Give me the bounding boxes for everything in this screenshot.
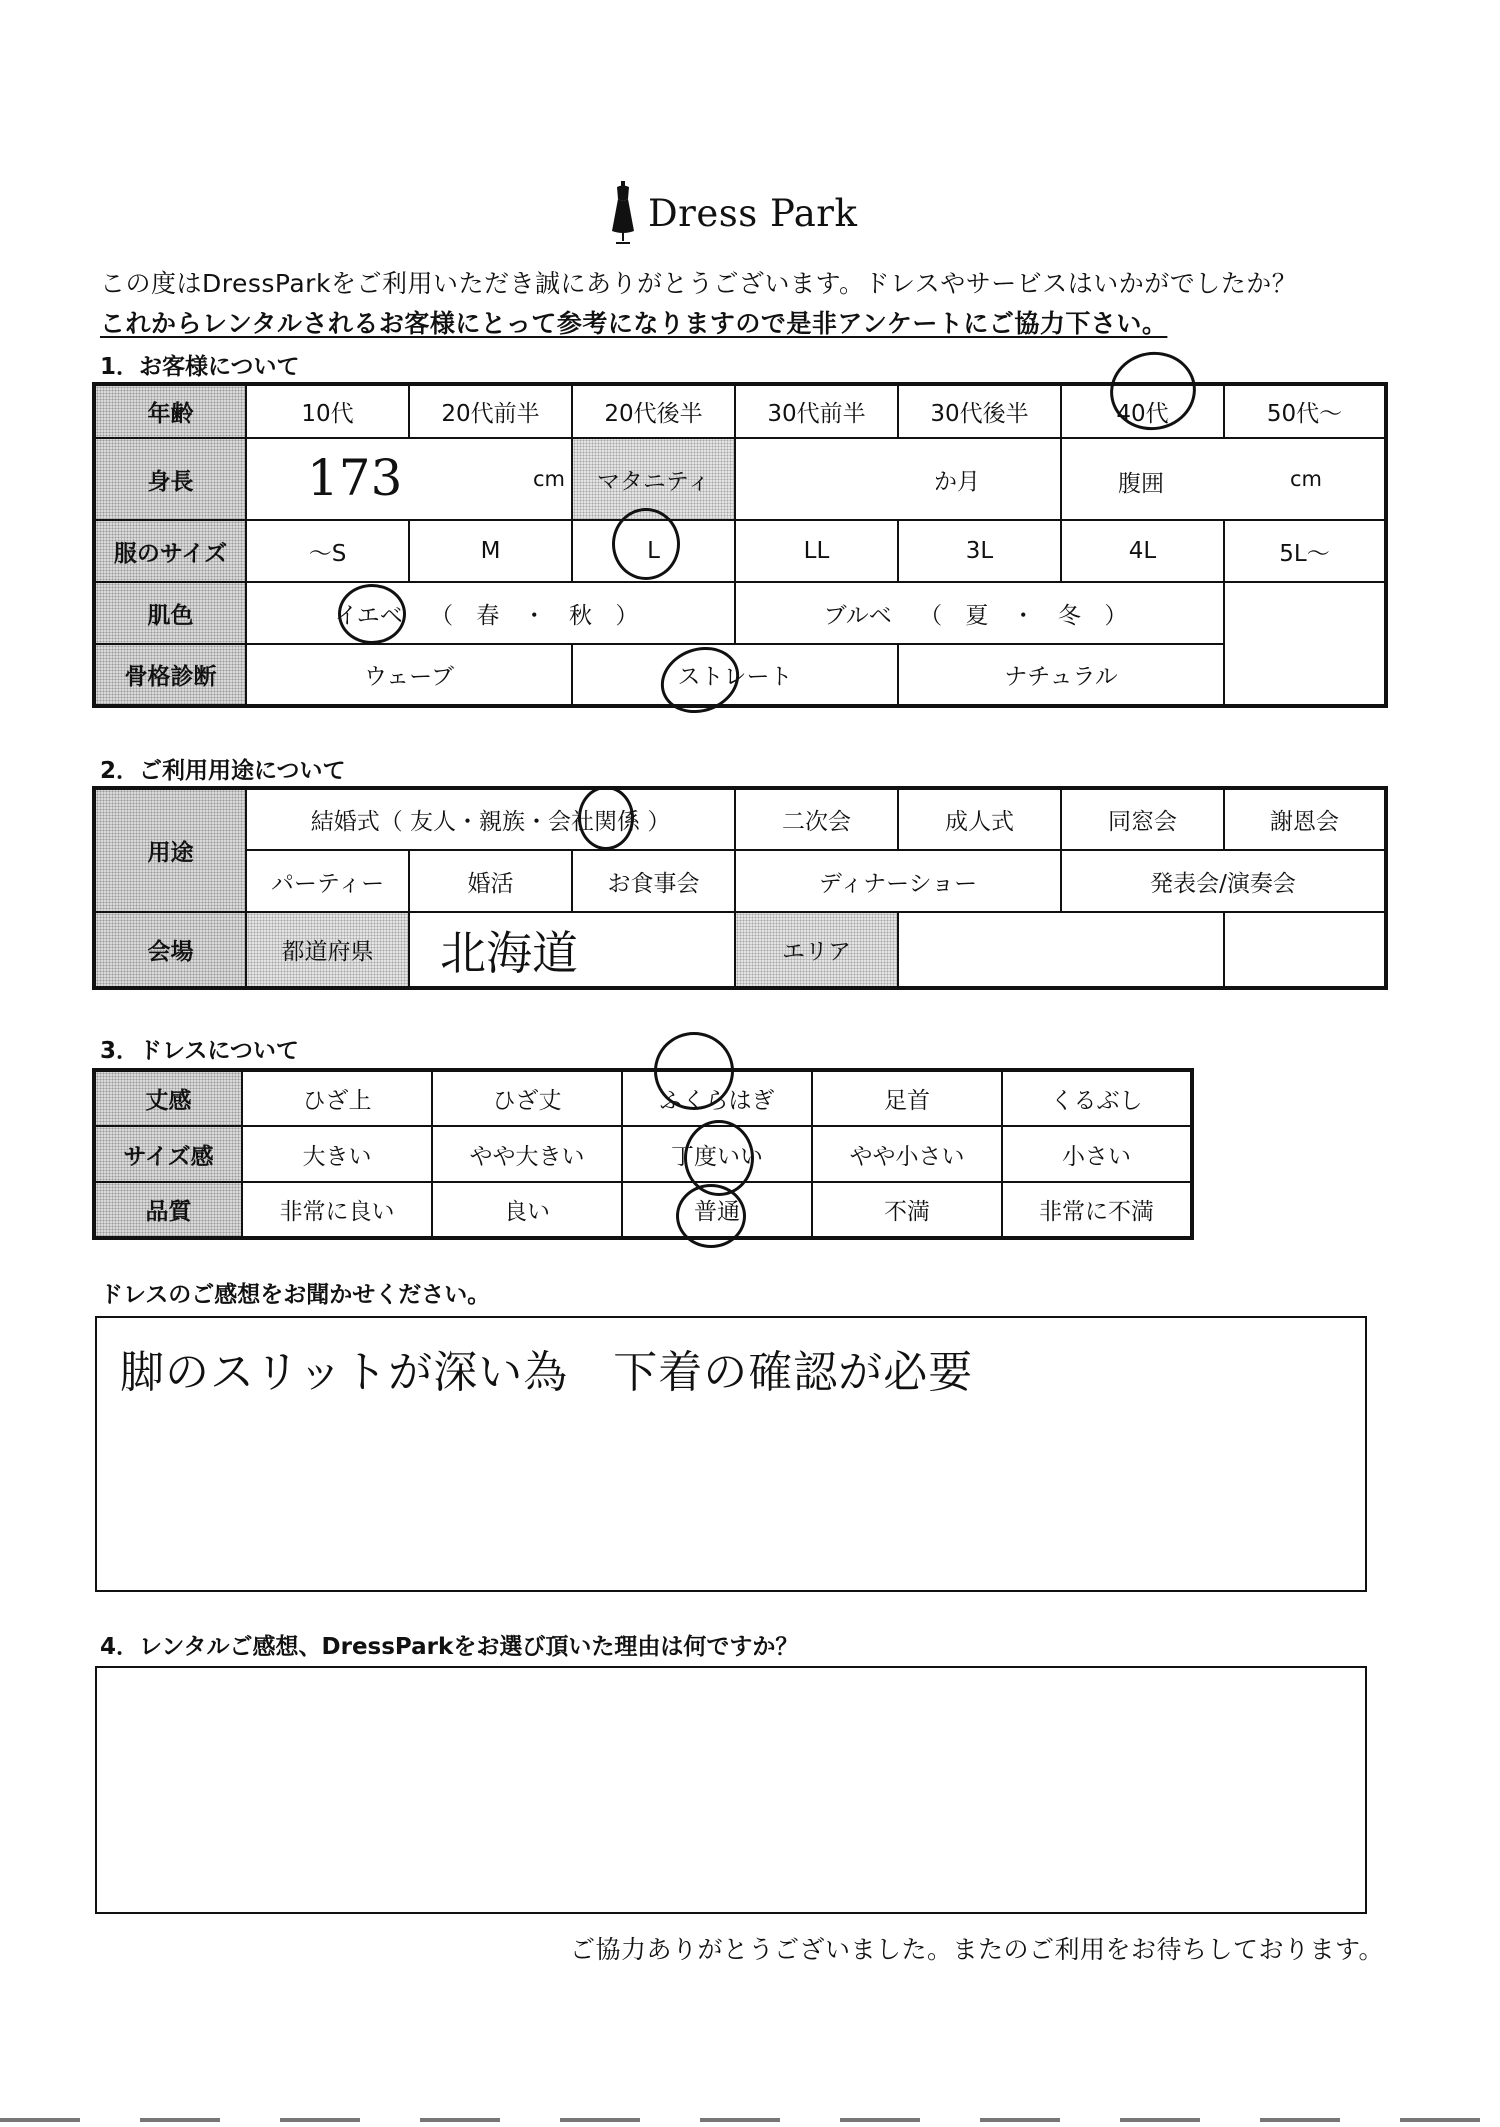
purpose-option[interactable]: 婚活	[409, 850, 572, 912]
age-option[interactable]: 10代	[246, 384, 409, 438]
length-option[interactable]: 足首	[812, 1070, 1002, 1126]
fit-option-selected[interactable]: 丁度いい	[622, 1126, 812, 1182]
waist-label: 腹囲	[1118, 471, 1164, 497]
size-option[interactable]: 4L	[1061, 520, 1224, 582]
age-label: 年齢	[94, 384, 246, 438]
skin-yellow-seasons: （ 春 ・ 秋 ）	[430, 602, 647, 629]
dress-table	[92, 1068, 1194, 1240]
purpose-option[interactable]: 成人式	[898, 788, 1061, 850]
maternity-months[interactable]: か月	[735, 438, 1061, 520]
waist-unit: cm	[1289, 467, 1322, 491]
fit-option[interactable]: 大きい	[242, 1126, 432, 1182]
size-option-selected[interactable]: L	[572, 520, 735, 582]
logo-text: Dress Park	[648, 191, 858, 235]
customer-table	[92, 382, 1388, 708]
size-option[interactable]: 5L～	[1224, 520, 1386, 582]
purpose-table	[92, 786, 1388, 990]
age-option[interactable]: 20代前半	[409, 384, 572, 438]
area-label: エリア	[735, 912, 898, 988]
quality-option[interactable]: 非常に良い	[242, 1182, 432, 1238]
frame-label: 骨格診断	[94, 644, 246, 706]
size-option[interactable]: 3L	[898, 520, 1061, 582]
height-unit: cm	[532, 467, 565, 491]
section-3-title: 3．ドレスについて	[100, 1038, 299, 1064]
purpose-wedding[interactable]: 結婚式（ 友人・親族・会社関係 ）	[246, 788, 735, 850]
pref-label: 都道府県	[246, 912, 409, 988]
skin-blue-seasons: （ 夏 ・ 冬 ）	[919, 602, 1136, 629]
purpose-option[interactable]: 発表会/演奏会	[1061, 850, 1386, 912]
thanks-message: ご協力ありがとうございました。またのご利用をお待ちしております。	[570, 1935, 1385, 1964]
purpose-option[interactable]: お食事会	[572, 850, 735, 912]
fit-option[interactable]: やや大きい	[432, 1126, 622, 1182]
age-option-selected[interactable]: 40代	[1061, 384, 1224, 438]
frame-option-selected[interactable]: ストレート	[572, 644, 898, 706]
purpose-option[interactable]: 二次会	[735, 788, 898, 850]
intro-line-1: この度はDressParkをご利用いただき誠にありがとうございます。ドレスやサービスはいかがでしたか？	[100, 269, 1298, 298]
length-label: 丈感	[94, 1070, 242, 1126]
age-option[interactable]: 20代後半	[572, 384, 735, 438]
area-value[interactable]	[898, 912, 1224, 988]
quality-option[interactable]: 非常に不満	[1002, 1182, 1192, 1238]
size-option[interactable]: M	[409, 520, 572, 582]
section-2-title: 2．ご利用用途について	[100, 758, 346, 784]
maternity-label: マタニティ	[572, 438, 735, 520]
empty-cell	[1224, 644, 1386, 706]
venue-label: 会場	[94, 912, 246, 988]
dresspark-logo	[610, 178, 857, 248]
skin-label: 肌色	[94, 582, 246, 644]
height-value: 173	[307, 449, 403, 507]
purpose-option[interactable]: パーティー	[246, 850, 409, 912]
quality-option[interactable]: 不満	[812, 1182, 1002, 1238]
rental-comment-box[interactable]	[95, 1666, 1367, 1914]
waist-cell[interactable]	[1061, 438, 1386, 520]
length-option[interactable]: ひざ丈	[432, 1070, 622, 1126]
dress-comment-title: ドレスのご感想をお聞かせください。	[100, 1282, 491, 1308]
age-option[interactable]: 50代～	[1224, 384, 1386, 438]
fit-option[interactable]: 小さい	[1002, 1126, 1192, 1182]
size-option[interactable]: ～S	[246, 520, 409, 582]
fit-label: サイズ感	[94, 1126, 242, 1182]
height-cell[interactable]	[246, 438, 572, 520]
fit-option[interactable]: やや小さい	[812, 1126, 1002, 1182]
quality-label: 品質	[94, 1182, 242, 1238]
intro-line-2: これからレンタルされるお客様にとって参考になりますので是非アンケートにご協力下さい。	[100, 309, 1168, 338]
skin-blue-option: ブルベ	[823, 602, 892, 629]
age-option[interactable]: 30代後半	[898, 384, 1061, 438]
frame-option[interactable]: ナチュラル	[898, 644, 1224, 706]
quality-option-selected[interactable]: 普通	[622, 1182, 812, 1238]
scan-edge-line	[0, 2118, 1500, 2122]
purpose-label: 用途	[94, 788, 246, 912]
size-option[interactable]: LL	[735, 520, 898, 582]
height-label: 身長	[94, 438, 246, 520]
section-4-title: 4．レンタルご感想、DressParkをお選び頂いた理由は何ですか？	[100, 1634, 799, 1660]
length-option[interactable]: くるぶし	[1002, 1070, 1192, 1126]
pref-value[interactable]: 北海道	[409, 912, 735, 988]
skin-yellow-cell[interactable]	[246, 582, 735, 644]
length-option[interactable]: ひざ上	[242, 1070, 432, 1126]
frame-option[interactable]: ウェーブ	[246, 644, 572, 706]
empty-cell	[1224, 582, 1386, 644]
section-1-title: 1．お客様について	[100, 354, 300, 380]
purpose-option[interactable]: 謝恩会	[1224, 788, 1386, 850]
length-option-selected[interactable]: ふくらはぎ	[622, 1070, 812, 1126]
skin-yellow-option: イエベ	[334, 602, 403, 629]
purpose-option[interactable]: ディナーショー	[735, 850, 1061, 912]
skin-blue-cell[interactable]	[735, 582, 1224, 644]
empty-cell	[1224, 912, 1386, 988]
dress-mannequin-icon	[610, 181, 636, 245]
size-label: 服のサイズ	[94, 520, 246, 582]
quality-option[interactable]: 良い	[432, 1182, 622, 1238]
age-option[interactable]: 30代前半	[735, 384, 898, 438]
purpose-option[interactable]: 同窓会	[1061, 788, 1224, 850]
dress-comment-text: 脚のスリットが深い為 下着の確認が必要	[120, 1347, 974, 1398]
